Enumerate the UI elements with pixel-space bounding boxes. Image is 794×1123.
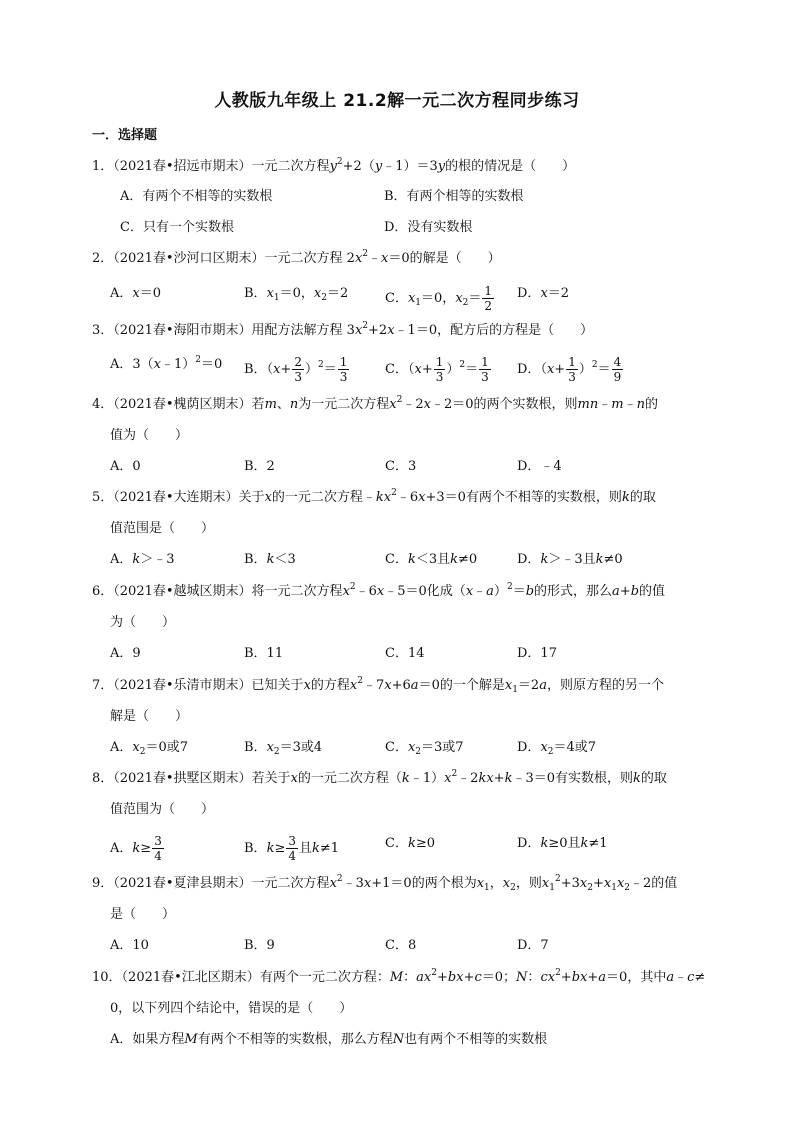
question-7-option-b: B．$x_2=3$或4 [244,740,323,757]
question-8-option-c: C．k≥0 [385,836,436,851]
question-1-option-a: A．有两个不相等的实数根 [120,189,273,204]
question-2-option-b: B．$x_1=0$，$x_2=2$ [244,286,349,303]
question-2-stem: 2．（2021春•沙河口区期末）一元二次方程 $2x^2﹣x=0$的解是（ ） [92,249,501,266]
section-heading: 一．选择题 [92,128,158,143]
question-8-option-d: D．k≥0且k≠1 [517,836,608,851]
question-5-option-c: C．k＜3且k≠0 [385,552,478,567]
question-2-option-a: A．x＝0 [110,286,162,301]
question-2-option-d: D．x＝2 [517,286,570,301]
question-8-stem: 8．（2021春•拱墅区期末）若关于x的一元二次方程$(k﹣1)x^2﹣2kx+k﹣3=0$有实数根，则k的取 [92,769,667,786]
question-4-stem: 4．（2021春•槐荫区期末）若m、n为一元二次方程$x^2﹣2x﹣2=0$的两个实数根，则mn﹣m﹣n的 [92,395,658,412]
question-5-stem: 5．（2021春•大连期末）关于x的一元二次方程$﹣kx^2﹣6x+3=0$有两个不相等的实数根，则k的取 [92,488,656,505]
question-8-stem-cont: 值范围为（ ） [110,802,215,817]
question-3-option-d: D．（x+ $\frac{1}{3}$ ）$^2$＝ $\frac{4}{9}$ [517,355,622,384]
question-10-option-a: A．如果方程M有两个不相等的实数根，那么方程N也有两个不相等的实数根 [110,1032,548,1047]
fraction: $\frac{1}{2}$ [484,284,493,313]
question-5-stem-cont: 值范围是（ ） [110,521,215,536]
question-1-option-d: D．没有实数根 [384,220,473,235]
question-9-option-a: A．10 [110,938,149,953]
question-4-option-a: A．0 [110,459,141,474]
question-7-stem-cont: 解是（ ） [110,709,189,724]
question-3-option-a: A．3（x﹣1）$^2$＝0 [110,355,223,372]
question-4-option-c: C．3 [385,459,417,474]
question-5-option-b: B．k＜3 [244,552,296,567]
question-4-option-b: B．2 [244,459,275,474]
question-1-option-b: B．有两个相等的实数根 [384,189,524,204]
question-6-option-b: B．11 [244,646,284,661]
question-4-stem-cont: 值为（ ） [110,428,189,443]
page-title: 人教版九年级上 21.2解一元二次方程同步练习 [214,91,580,111]
question-6-stem: 6．（2021春•越城区期末）将一元二次方程$x^2﹣6x﹣5=0$化成（x﹣a）$^2$＝b的形式，那么a+b的值 [92,582,666,599]
question-7-stem: 7．（2021春•乐清市期末）已知关于x的方程$x^2﹣7x+6a=0$的一个解是$x_1=2a$，则原方程的另一个 [92,676,664,695]
question-1-option-c: C．只有一个实数根 [120,220,234,235]
question-6-option-d: D．17 [517,646,557,661]
question-3-option-c: C．（x+ $\frac{1}{3}$ ）$^2$＝ $\frac{1}{3}$ [385,355,489,384]
question-9-stem-cont: 是（ ） [110,907,176,922]
question-5-option-a: A．k＞﹣3 [110,552,175,567]
question-3-option-b: B．（x+ $\frac{2}{3}$ ）$^2$＝ $\frac{1}{3}$ [244,355,348,384]
question-7-option-c: C．$x_2=3$或7 [385,740,464,757]
question-2-option-c: C．$x_1=0$，$x_2=$ $\frac{1}{2}$ [385,284,493,313]
question-8-option-a: A．k≥ $\frac{3}{4}$ [110,834,162,863]
question-1-stem: 1．（2021春•招远市期末）一元二次方程$y^2+2(y﹣1)=3y$的根的情况是（ ） [92,157,576,174]
question-9-option-c: C．8 [385,938,417,953]
question-5-option-d: D．k＞﹣3且k≠0 [517,552,623,567]
question-3-stem: 3．（2021春•海阳市期末）用配方法解方程 $3x^2+2x﹣1=0$，配方后的方程是（ ） [92,321,594,338]
question-7-option-d: D．$x_2=4$或7 [517,740,597,757]
question-8-option-b: B．k≥ $\frac{3}{4}$ 且k≠1 [244,834,340,863]
question-6-stem-cont: 为（ ） [110,615,176,630]
question-7-option-a: A．$x_2=0$或7 [110,740,189,757]
question-9-option-b: B．9 [244,938,275,953]
question-4-option-d: D．﹣4 [517,459,562,474]
question-10-stem-cont: 0，以下列四个结论中，错误的是（ ） [110,1001,353,1016]
question-9-stem: 9．（2021春•夏津县期末）一元二次方程$x^2﹣3x+1=0$的两个根为$x_1$，$x_2$，则$x_1^2+3x_2+x_1x_2﹣2$的值 [92,874,678,893]
question-6-option-a: A．9 [110,646,141,661]
question-9-option-d: D．7 [517,938,549,953]
question-6-option-c: C．14 [385,646,425,661]
question-10-stem: 10．（2021春•江北区期末）有两个一元二次方程：M：$ax^2+bx+c=0$；N：$cx^2+bx+a=0$，其中a﹣c≠ [92,968,706,985]
